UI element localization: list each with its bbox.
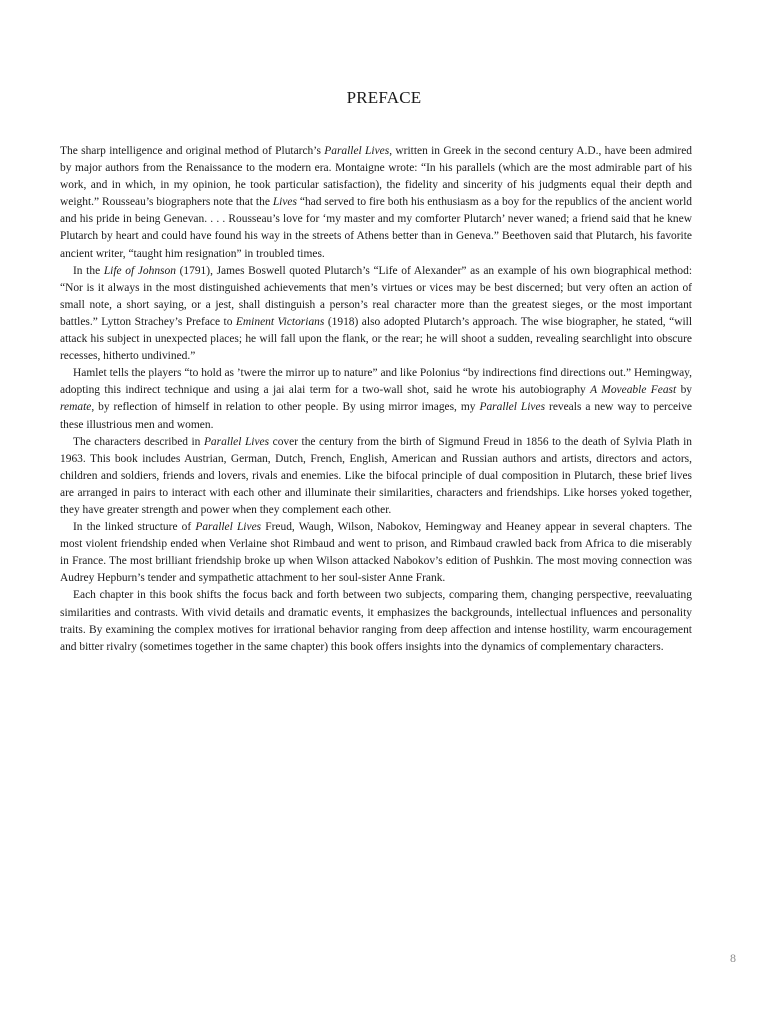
text-run: Freud, Waugh, Wilson, Nabokov, Hemingway and Heaney appear in several chapters. The most violent friendship ended when Verlaine shot Rimbaud and went to prison, and Rimbaud crawled back from Africa to die miserably in France. The most brilliant friendship broke up when Wilson attacked Nabokov’s edition of Pushkin. The most moving connection was Audrey Hepburn’s tender and sympathetic attachment to her soul-sister Anne Frank. [60, 521, 692, 585]
text-run: , written in Greek in the second century A.D., have been admired by major authors from the Renaissance to the modern era. Montaigne wrote: “In his parallels (which are the most admirable part of his work, and in which, in my opinion, he took particular satisfaction), the fidelity and sincerity of his judgments equal their depth and weight.” Rousseau’s biographers note that the [60, 145, 692, 209]
italic-title: Parallel Lives [203, 435, 270, 448]
italic-title: Parallel Lives [195, 521, 262, 534]
text-run: by [676, 384, 693, 397]
body-text [60, 143, 692, 656]
italic-title: A Moveable Feast [590, 384, 677, 397]
page-title: PREFACE [346, 88, 422, 107]
text-run: cover the century from the birth of Sigmund Freud in 1856 to the death of Sylvia Plath in 1963. This book includes Austrian, German, Dutch, French, English, American and Russian authors and artists, directors and actors, children and soldiers, friends and lovers, rivals and enemies. Like the bifocal principle of dual composition in Plutarch, these brief lives are arranged in pairs to interact with each other and illuminate their similarities, characters and friendships. Like horses yoked together, they have greater strength and power when they complement each other. [60, 435, 692, 516]
text-run: “had served to fire both his enthusiasm as a boy for the republics of the ancient world and his pride in being Genevan. . . . Rousseau’s love for ‘my master and my comforter Plutarch’ never waned; a friend said that he knew Plutarch by heart and could have found his way in the streets of Athens better than in Geneva.” Beethoven said that Plutarch, his favorite ancient writer, “taught him resignation” in troubled times. [60, 196, 692, 260]
italic-title: remate [60, 401, 92, 414]
paragraph [60, 263, 692, 366]
paragraph [60, 587, 692, 655]
italic-title: Parallel Lives [479, 401, 546, 414]
text-run: In the [73, 264, 104, 277]
paragraph [60, 519, 692, 587]
text-run: (1791), James Boswell quoted Plutarch’s “Life of Alexander” as an example of his own biographical method: “Nor is it always in the most distinguished achievements that men’s virtues or vices may be best discerned; but very often an action of small note, a short saying, or a jest, shall distinguish a person’s real character more than the greatest sieges, or the most important battles.” Lytton Strachey’s Preface to [60, 264, 692, 328]
paragraph [60, 143, 692, 263]
text-run: (1918) also adopted Plutarch’s approach. The wise biographer, he stated, “will attack his subject in unexpected places; he will fall upon the flank, or the rear; he will shoot a sudden, revealing searchlight into obscure recesses, hitherto undivined.” [60, 315, 693, 363]
italic-title: Parallel Lives [324, 145, 390, 157]
text-run: The sharp intelligence and original method of Plutarch’s [60, 145, 325, 157]
text-run: reveals a new way to perceive these illustrious men and women. [60, 401, 692, 431]
text-run: The characters described in [73, 435, 204, 448]
paragraph [60, 365, 692, 433]
italic-title: Life of Johnson [103, 264, 176, 277]
text-run: In the linked structure of [73, 521, 196, 534]
text-run: Hamlet tells the players “to hold as ’twere the mirror up to nature” and like Polonius “by indirections find directions out.” Hemingway, adopting this indirect technique and using a jai alai term for a two-wall shot, said he wrote his autobiography [60, 367, 692, 397]
text-run: Each chapter in this book shifts the focus back and forth between two subjects, comparing them, changing perspective, reevaluating similarities and contrasts. With vivid details and dramatic events, it emphasizes the backgrounds, intellectual influences and personality traits. By examining the complex motives for irrational behavior ranging from deep affection and intense hostility, warm encouragement and bitter rivalry (sometimes together in the same chapter) this book offers insights into the dynamics of complementary characters. [60, 589, 692, 653]
italic-title: Eminent Victorians [235, 315, 325, 328]
paragraph [60, 434, 692, 519]
italic-title: Lives [272, 196, 297, 209]
page-number: 8 [730, 951, 736, 965]
text-run: , by reflection of himself in relation to other people. By using mirror images, my [91, 401, 480, 414]
